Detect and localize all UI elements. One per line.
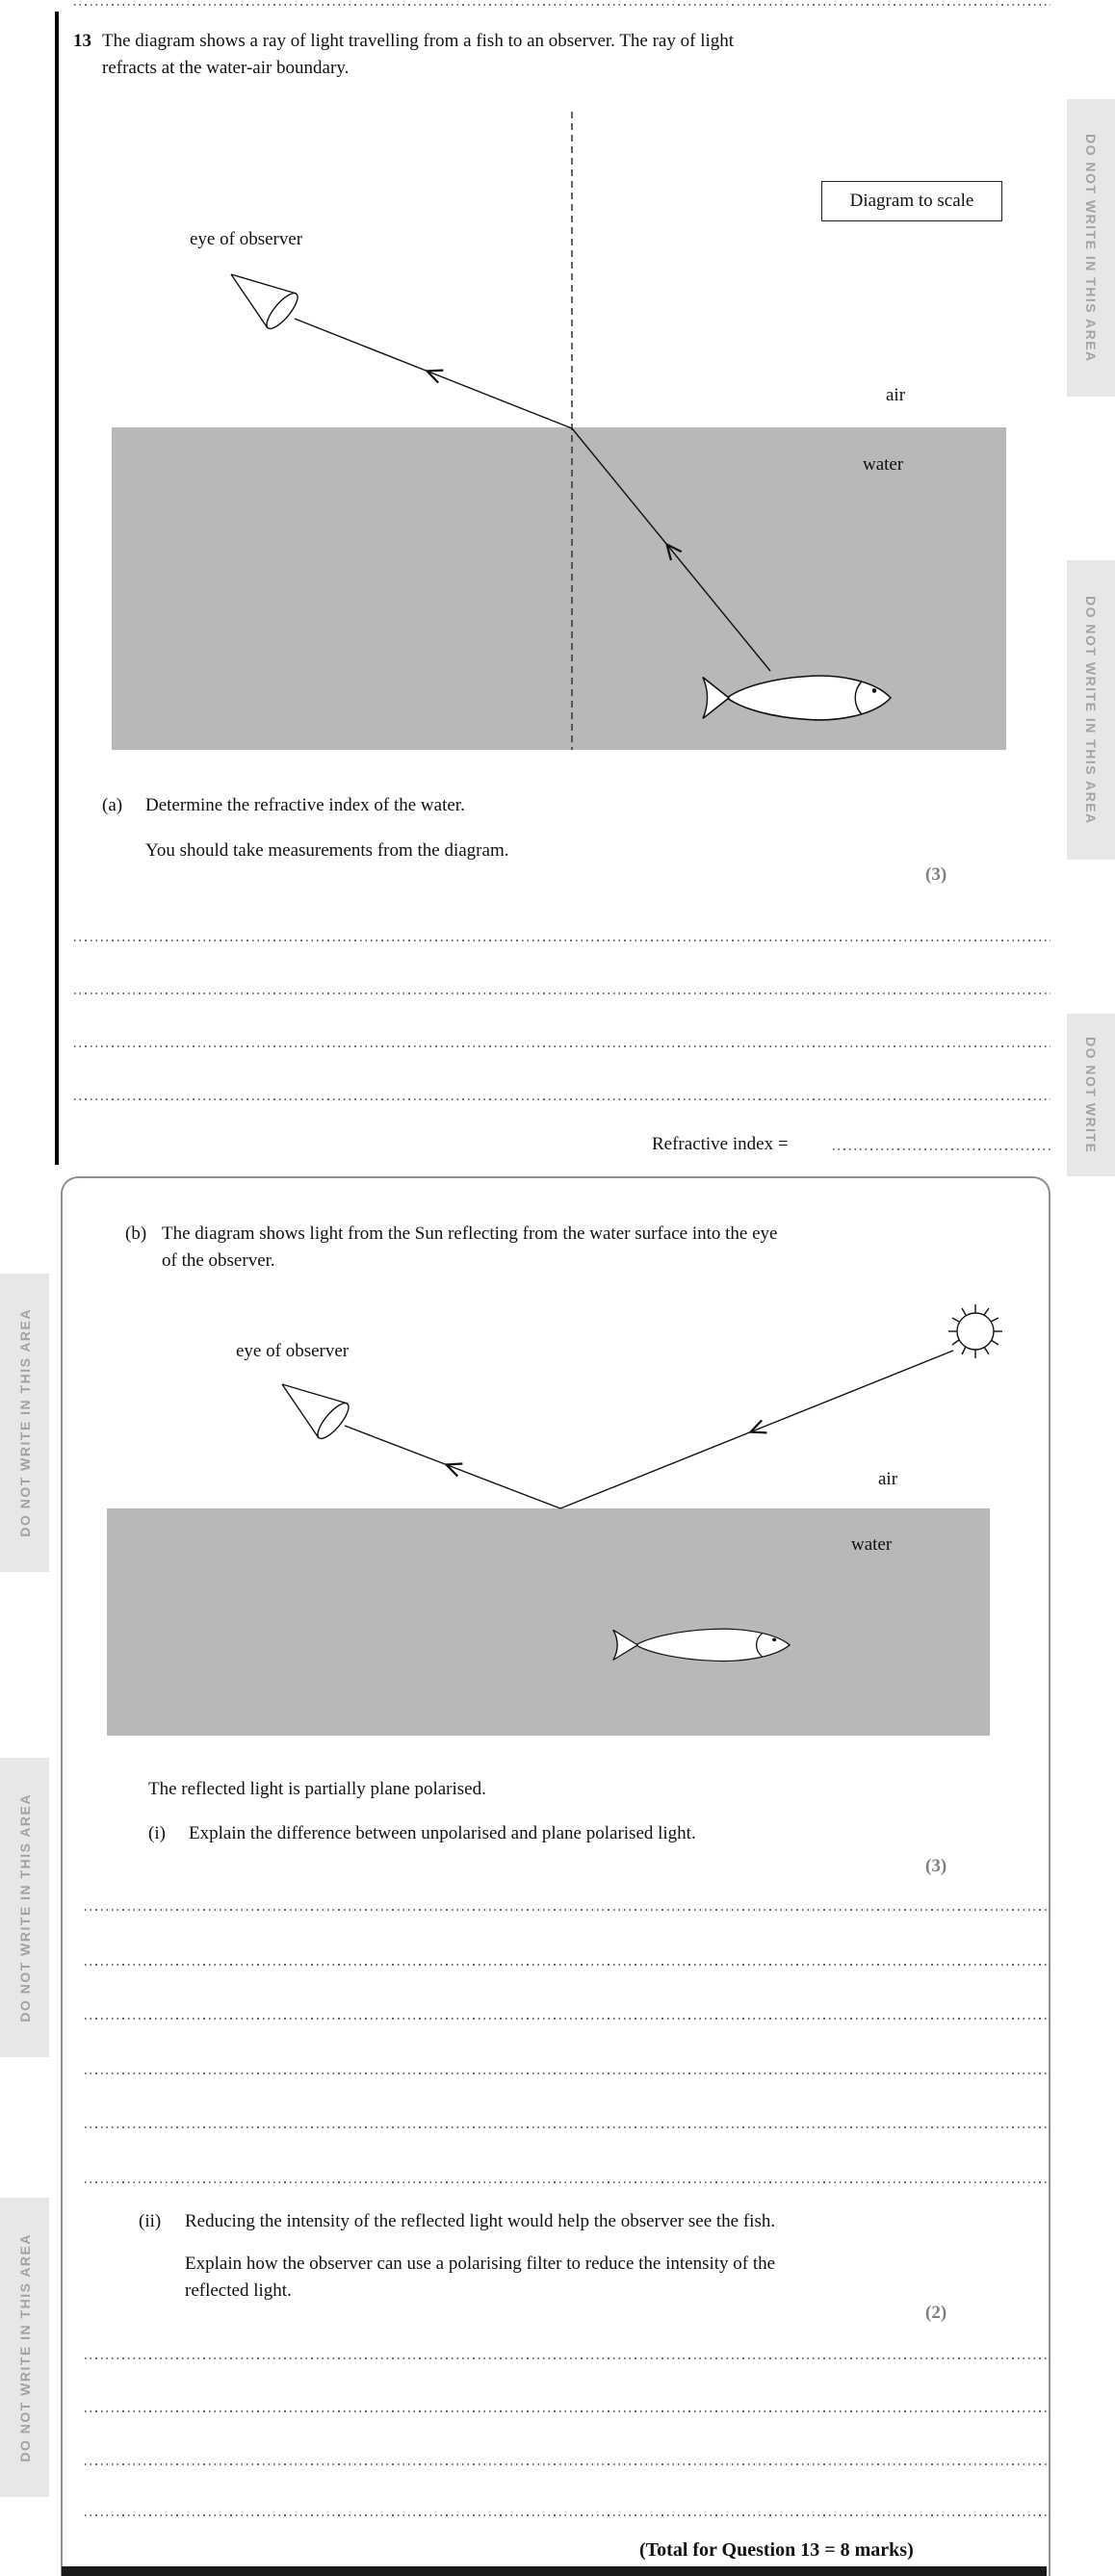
part-b-ii-label: (ii): [139, 2211, 162, 2231]
sun-icon: [948, 1304, 1002, 1358]
do-not-write-text: DO NOT WRITE IN THIS AREA: [16, 1792, 33, 2022]
answer-line: [85, 2018, 1050, 2020]
refractive-index-answer-label: Refractive index =: [652, 1134, 789, 1154]
answer-line: [85, 1909, 1050, 1911]
do-not-write-strip-left-1: [0, 1274, 49, 1572]
question-intro-line2: refracts at the water-air boundary.: [102, 58, 350, 78]
answer-line: [85, 2410, 1050, 2412]
page-bottom-bar: [62, 2566, 1047, 2576]
part-b-ii-instruction-line2: reflected light.: [185, 2280, 292, 2301]
eye-of-observer-label: eye of observer: [190, 229, 303, 249]
do-not-write-text: DO NOT WRITE IN THIS AREA: [1083, 595, 1099, 825]
diagram-to-scale-label: Diagram to scale: [849, 191, 974, 211]
do-not-write-strip-left-3: [0, 2198, 49, 2497]
part-b-ii-instruction-line1: Explain how the observer can use a polarising filter to reduce the intensity of the: [185, 2254, 776, 2274]
part-b-i-label: (i): [148, 1823, 166, 1843]
part-b-i-marks: (3): [925, 1856, 947, 1876]
question-number: 13: [73, 31, 91, 51]
part-a-label: (a): [102, 795, 123, 815]
do-not-write-text: DO NOT WRITE: [1083, 1036, 1099, 1154]
answer-line: [74, 1098, 1050, 1100]
eye-of-observer-label: eye of observer: [236, 1341, 350, 1361]
air-label: air: [878, 1469, 898, 1489]
answer-line: [85, 2357, 1050, 2359]
air-label: air: [886, 385, 906, 405]
question-margin-bar: [55, 12, 59, 1165]
eye-icon: [282, 1384, 353, 1443]
part-b-ii-marks: (2): [925, 2303, 947, 2323]
answer-line: [74, 4, 1050, 6]
reflection-diagram: [96, 1290, 1021, 1742]
answer-line: [74, 992, 1050, 994]
do-not-write-strip-right-2: [1067, 560, 1115, 860]
do-not-write-strip-left-2: [0, 1758, 49, 2057]
part-b-prompt-line1: The diagram shows light from the Sun reflecting from the water surface into the eye: [162, 1224, 778, 1244]
reflected-ray: [345, 1426, 560, 1508]
eye-icon: [231, 274, 302, 333]
answer-line: [85, 2181, 1050, 2183]
do-not-write-strip-right-1: [1067, 99, 1115, 397]
part-b-label: (b): [125, 1224, 147, 1244]
answer-line: [74, 1045, 1050, 1047]
part-b-ii-prompt: Reducing the intensity of the reflected light would help the observer see the fish.: [185, 2211, 776, 2231]
part-b-prompt-line2: of the observer.: [162, 1250, 275, 1271]
diagram-to-scale-box: [821, 181, 1002, 221]
part-a-instruction: You should take measurements from the diagram.: [145, 840, 509, 861]
question-intro-line1: The diagram shows a ray of light travelling from a fish to an observer. The ray of light: [102, 31, 735, 51]
do-not-write-text: DO NOT WRITE IN THIS AREA: [16, 2232, 33, 2462]
answer-line: [85, 2463, 1050, 2465]
part-a-prompt: Determine the refractive index of the water.: [145, 795, 465, 815]
water-label: water: [851, 1534, 893, 1555]
answer-line: [85, 2126, 1050, 2128]
part-b-i-prompt: Explain the difference between unpolarised and plane polarised light.: [189, 1823, 696, 1843]
refracted-ray: [295, 319, 572, 428]
answer-line: [74, 940, 1050, 941]
answer-line: [85, 2514, 1050, 2516]
do-not-write-text: DO NOT WRITE IN THIS AREA: [16, 1308, 33, 1537]
water-label: water: [863, 454, 904, 475]
answer-line: [85, 2073, 1050, 2074]
do-not-write-text: DO NOT WRITE IN THIS AREA: [1083, 133, 1099, 363]
question-total-marks: (Total for Question 13 = 8 marks): [639, 2539, 914, 2561]
polarised-note: The reflected light is partially plane polarised.: [148, 1779, 486, 1799]
part-a-marks: (3): [925, 864, 947, 885]
refractive-index-answer-line: [833, 1148, 1050, 1150]
do-not-write-strip-right-3: [1067, 1014, 1115, 1176]
answer-line: [85, 1964, 1050, 1966]
